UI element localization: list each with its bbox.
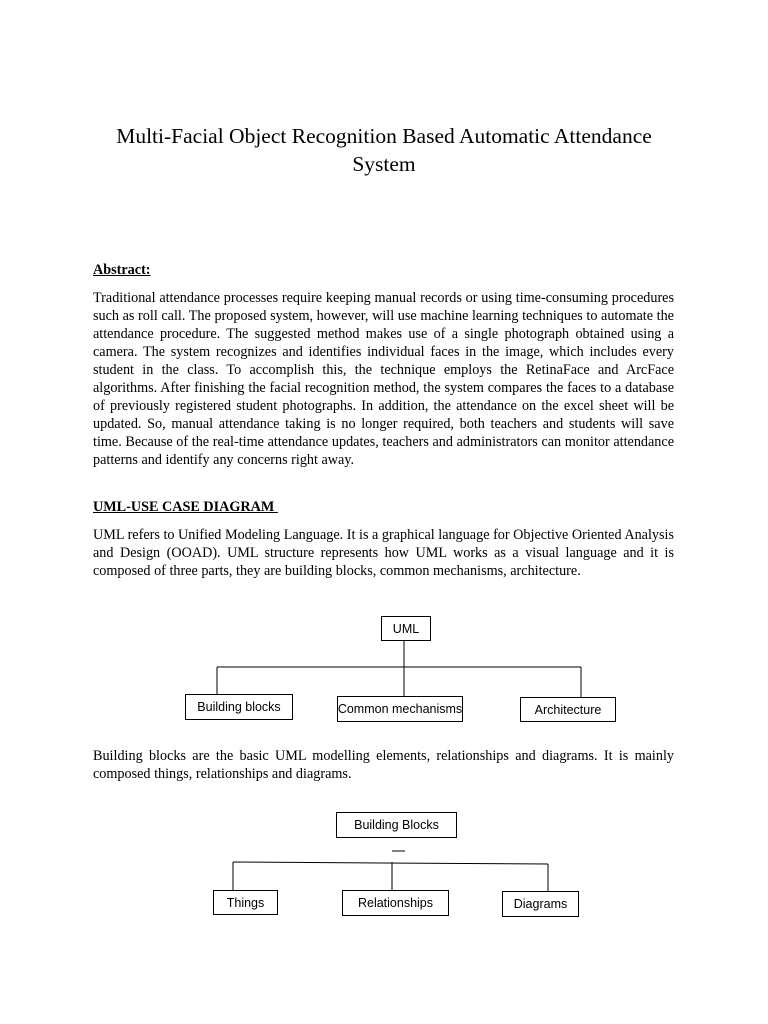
abstract-heading: Abstract: [93, 262, 151, 278]
uml-heading: UML-USE CASE DIAGRAM [93, 499, 278, 515]
uml-paragraph: UML refers to Unified Modeling Language. It is a graphical language for Objective Oriented Analysis and Design (OOAD). UML structure represents how UML works as a visual language and it is composed of three parts, they are building blocks, common mechanisms, architecture. [93, 527, 674, 579]
document-title: Multi-Facial Object Recognition Based Automatic Attendance System [116, 124, 652, 176]
uml-building-blocks-box: Building blocks [185, 694, 293, 720]
uml-common-mechanisms-box: Common mechanisms [337, 696, 463, 722]
uml-architecture-box: Architecture [520, 697, 616, 722]
uml-root-box: UML [381, 616, 431, 641]
bb-things-box: Things [213, 890, 278, 915]
building-blocks-paragraph: Building blocks are the basic UML modelling elements, relationships and diagrams. It is mainly composed things, relationships and diagrams. [93, 748, 674, 782]
bb-root-box: Building Blocks [336, 812, 457, 838]
bb-relationships-box: Relationships [342, 890, 449, 916]
bb-horizontal-connector [233, 862, 548, 864]
abstract-paragraph: Traditional attendance processes require keeping manual records or using time-consuming procedures such as roll call. The proposed system, however, will use machine learning techniques to automate the attendance procedure. The suggested method makes use of a single photograph obtained using a camera. The system recognizes and identifies individual faces in the image, which includes every student in the class. To accomplish this, the technique employs the RetinaFace and ArcFace algorithms. After finishing the facial recognition method, the system compares the faces to a database of previously registered student photographs. In addition, the attendance on the excel sheet will be updated. So, manual attendance taking is no longer required, both teachers and students will save time. Because of the real-time attendance updates, teachers and administrators can monitor attendance patterns and identify any concerns right away. [93, 290, 674, 468]
bb-diagrams-box: Diagrams [502, 891, 579, 917]
